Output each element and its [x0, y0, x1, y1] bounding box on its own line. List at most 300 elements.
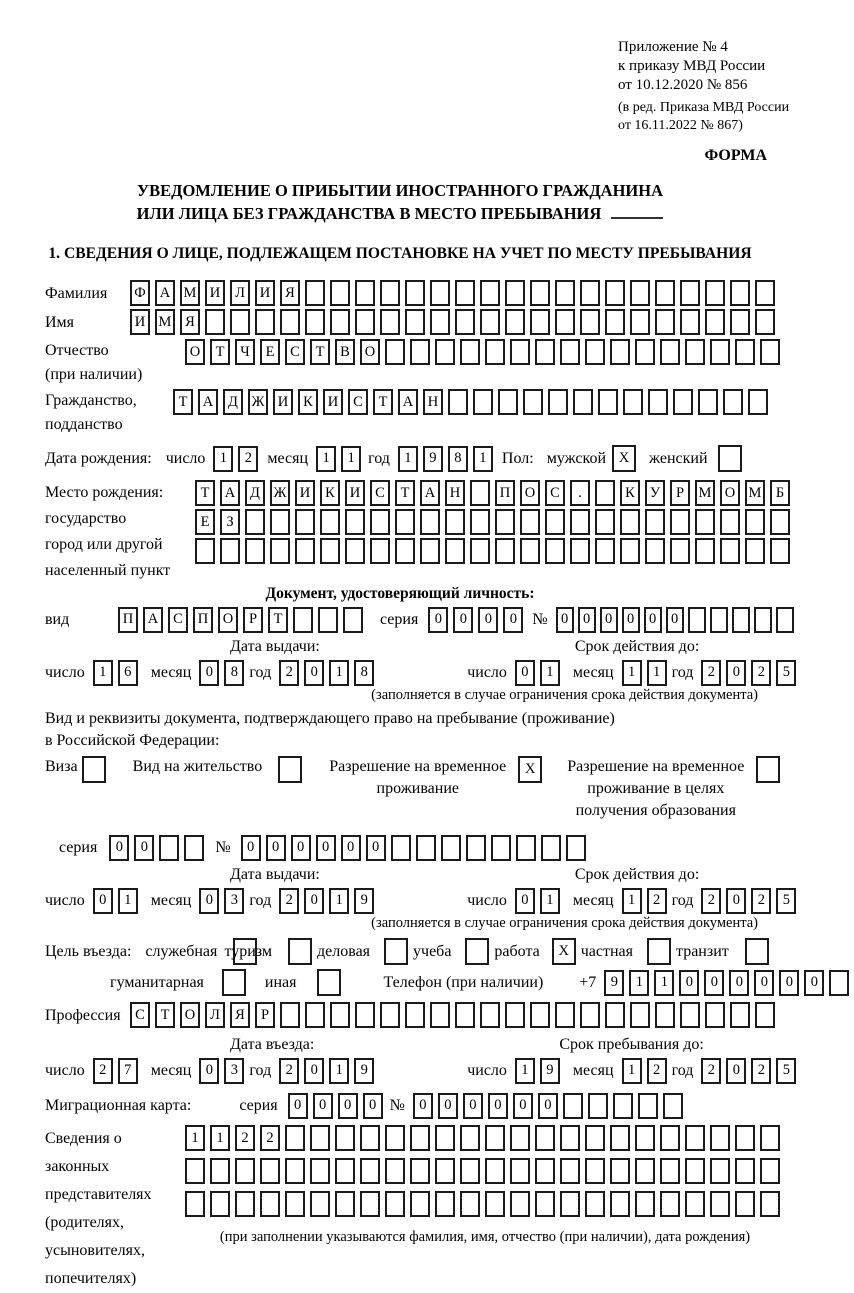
residence-number-cell[interactable] [491, 835, 511, 861]
birth-place-cell[interactable] [395, 538, 415, 564]
purpose-study-checkbox[interactable] [465, 938, 489, 965]
citizenship-cell[interactable]: Т [373, 389, 393, 415]
surname-cell[interactable] [405, 280, 425, 306]
migration-number-cell[interactable]: 0 [463, 1093, 483, 1119]
entry-day-cell[interactable]: 7 [118, 1058, 138, 1084]
birth-place-cell[interactable]: И [345, 480, 365, 506]
representative-cell[interactable] [185, 1191, 205, 1217]
residence-number-cell[interactable] [441, 835, 461, 861]
patronymic-cell[interactable] [635, 339, 655, 365]
residence-expiry-month-cell[interactable]: 1 [622, 888, 642, 914]
representative-cell[interactable] [735, 1125, 755, 1151]
residence-number-cell[interactable]: 0 [316, 835, 336, 861]
migration-series-cell[interactable]: 0 [313, 1093, 333, 1119]
surname-cell[interactable] [305, 280, 325, 306]
citizenship-cell[interactable]: А [398, 389, 418, 415]
representative-cell[interactable] [560, 1191, 580, 1217]
doc-number-cell[interactable] [710, 607, 728, 633]
doc-number-cell[interactable] [732, 607, 750, 633]
birth-place-cell[interactable]: О [520, 480, 540, 506]
surname-cell[interactable] [605, 280, 625, 306]
name-cell[interactable]: Я [180, 309, 200, 335]
surname-cell[interactable] [555, 280, 575, 306]
birth-place-cell[interactable] [595, 509, 615, 535]
representative-cell[interactable] [635, 1191, 655, 1217]
phone-digit-cell[interactable]: 0 [679, 970, 699, 996]
surname-cell[interactable] [505, 280, 525, 306]
phone-digit-cell[interactable]: 0 [779, 970, 799, 996]
residence-issue-year-cell[interactable]: 1 [329, 888, 349, 914]
citizenship-cell[interactable]: Н [423, 389, 443, 415]
patronymic-cell[interactable] [660, 339, 680, 365]
residence-number-cell[interactable] [566, 835, 586, 861]
residence-expiry-year-cell[interactable]: 2 [701, 888, 721, 914]
patronymic-cell[interactable] [535, 339, 555, 365]
representative-cell[interactable] [360, 1158, 380, 1184]
representative-cell[interactable] [735, 1158, 755, 1184]
representative-cell[interactable] [735, 1191, 755, 1217]
representative-cell[interactable] [610, 1158, 630, 1184]
representative-cell[interactable] [710, 1191, 730, 1217]
birth-place-cell[interactable] [770, 509, 790, 535]
representative-cell[interactable] [485, 1125, 505, 1151]
surname-cell[interactable] [380, 280, 400, 306]
representative-cell[interactable]: 2 [260, 1125, 280, 1151]
name-cell[interactable] [680, 309, 700, 335]
birth-place-cell[interactable] [420, 509, 440, 535]
doc-type-cell[interactable]: А [143, 607, 163, 633]
phone-digit-cell[interactable]: 0 [754, 970, 774, 996]
migration-number-cell[interactable]: 0 [513, 1093, 533, 1119]
profession-cell[interactable] [405, 1002, 425, 1028]
profession-cell[interactable] [330, 1002, 350, 1028]
purpose-tourism-checkbox[interactable] [288, 938, 312, 965]
birth-place-cell[interactable] [195, 538, 215, 564]
representative-cell[interactable] [210, 1191, 230, 1217]
residence-issue-year-cell[interactable]: 9 [354, 888, 374, 914]
representative-cell[interactable] [535, 1125, 555, 1151]
birth-place-cell[interactable]: У [645, 480, 665, 506]
identity-expiry-day-cell[interactable]: 0 [515, 660, 535, 686]
representative-cell[interactable] [585, 1191, 605, 1217]
birth-day-cell[interactable]: 2 [238, 446, 258, 472]
representative-cell[interactable] [685, 1125, 705, 1151]
surname-cell[interactable]: Л [230, 280, 250, 306]
birth-place-cell[interactable]: Р [670, 480, 690, 506]
birth-place-cell[interactable] [345, 509, 365, 535]
profession-cell[interactable]: О [180, 1002, 200, 1028]
citizenship-cell[interactable] [573, 389, 593, 415]
birth-place-cell[interactable] [370, 509, 390, 535]
citizenship-cell[interactable]: А [198, 389, 218, 415]
birth-place-cell[interactable]: О [720, 480, 740, 506]
doc-number-cell[interactable] [776, 607, 794, 633]
citizenship-cell[interactable] [448, 389, 468, 415]
birth-place-cell[interactable]: Ж [270, 480, 290, 506]
citizenship-cell[interactable]: Д [223, 389, 243, 415]
representative-cell[interactable]: 2 [235, 1125, 255, 1151]
doc-type-cell[interactable]: П [193, 607, 213, 633]
citizenship-cell[interactable] [648, 389, 668, 415]
surname-cell[interactable] [355, 280, 375, 306]
profession-cell[interactable]: Т [155, 1002, 175, 1028]
identity-expiry-year-cell[interactable]: 2 [701, 660, 721, 686]
birth-place-cell[interactable]: Д [245, 480, 265, 506]
stay-day-cell[interactable]: 1 [515, 1058, 535, 1084]
birth-place-cell[interactable] [495, 538, 515, 564]
surname-cell[interactable] [655, 280, 675, 306]
representative-cell[interactable] [185, 1158, 205, 1184]
patronymic-cell[interactable] [685, 339, 705, 365]
identity-issue-year-cell[interactable]: 8 [354, 660, 374, 686]
representative-cell[interactable] [360, 1191, 380, 1217]
residence-permit-checkbox[interactable] [278, 756, 302, 783]
doc-number-cell[interactable] [688, 607, 706, 633]
identity-issue-year-cell[interactable]: 0 [304, 660, 324, 686]
citizenship-cell[interactable]: С [348, 389, 368, 415]
identity-issue-month-cell[interactable]: 8 [224, 660, 244, 686]
citizenship-cell[interactable] [548, 389, 568, 415]
residence-number-cell[interactable]: 0 [341, 835, 361, 861]
residence-number-cell[interactable] [541, 835, 561, 861]
doc-type-cell[interactable]: О [218, 607, 238, 633]
representative-cell[interactable] [410, 1158, 430, 1184]
representative-cell[interactable] [485, 1191, 505, 1217]
representative-cell[interactable] [310, 1158, 330, 1184]
representative-cell[interactable] [760, 1191, 780, 1217]
stay-day-cell[interactable]: 9 [540, 1058, 560, 1084]
patronymic-cell[interactable] [735, 339, 755, 365]
name-cell[interactable] [580, 309, 600, 335]
name-cell[interactable] [305, 309, 325, 335]
phone-digit-cell[interactable]: 0 [704, 970, 724, 996]
representative-cell[interactable] [610, 1191, 630, 1217]
identity-issue-year-cell[interactable]: 2 [279, 660, 299, 686]
entry-year-cell[interactable]: 1 [329, 1058, 349, 1084]
representative-cell[interactable] [535, 1191, 555, 1217]
doc-number-cell[interactable]: 0 [644, 607, 662, 633]
birth-place-cell[interactable] [770, 538, 790, 564]
surname-cell[interactable] [330, 280, 350, 306]
representative-cell[interactable] [210, 1158, 230, 1184]
identity-expiry-month-cell[interactable]: 1 [622, 660, 642, 686]
name-cell[interactable] [430, 309, 450, 335]
surname-cell[interactable]: А [155, 280, 175, 306]
stay-year-cell[interactable]: 0 [726, 1058, 746, 1084]
name-cell[interactable] [480, 309, 500, 335]
birth-place-cell[interactable] [695, 509, 715, 535]
male-checkbox[interactable]: X [612, 445, 636, 472]
birth-place-cell[interactable] [645, 538, 665, 564]
representative-cell[interactable] [360, 1125, 380, 1151]
birth-place-cell[interactable] [345, 538, 365, 564]
doc-type-cell[interactable]: П [118, 607, 138, 633]
residence-expiry-year-cell[interactable]: 5 [776, 888, 796, 914]
name-cell[interactable] [755, 309, 775, 335]
doc-type-cell[interactable]: С [168, 607, 188, 633]
profession-cell[interactable] [555, 1002, 575, 1028]
representative-cell[interactable] [235, 1158, 255, 1184]
citizenship-cell[interactable] [748, 389, 768, 415]
female-checkbox[interactable] [718, 445, 742, 472]
birth-place-cell[interactable] [370, 538, 390, 564]
surname-cell[interactable]: Я [280, 280, 300, 306]
profession-cell[interactable] [480, 1002, 500, 1028]
birth-place-cell[interactable] [745, 509, 765, 535]
doc-series-cell[interactable]: 0 [453, 607, 473, 633]
representative-cell[interactable] [460, 1191, 480, 1217]
purpose-work-checkbox[interactable]: X [552, 938, 576, 965]
birth-place-cell[interactable] [445, 509, 465, 535]
residence-number-cell[interactable] [391, 835, 411, 861]
surname-cell[interactable]: И [205, 280, 225, 306]
citizenship-cell[interactable]: Т [173, 389, 193, 415]
phone-digit-cell[interactable]: 0 [729, 970, 749, 996]
representative-cell[interactable] [685, 1158, 705, 1184]
patronymic-cell[interactable] [410, 339, 430, 365]
name-cell[interactable] [380, 309, 400, 335]
residence-expiry-month-cell[interactable]: 2 [647, 888, 667, 914]
migration-number-cell[interactable] [613, 1093, 633, 1119]
residence-issue-day-cell[interactable]: 0 [93, 888, 113, 914]
patronymic-cell[interactable] [585, 339, 605, 365]
phone-digit-cell[interactable]: 1 [629, 970, 649, 996]
birth-place-cell[interactable] [270, 538, 290, 564]
residence-expiry-year-cell[interactable]: 2 [751, 888, 771, 914]
representative-cell[interactable]: 1 [210, 1125, 230, 1151]
residence-issue-year-cell[interactable]: 0 [304, 888, 324, 914]
surname-cell[interactable] [755, 280, 775, 306]
migration-number-cell[interactable]: 0 [538, 1093, 558, 1119]
birth-year-cell[interactable]: 9 [423, 446, 443, 472]
birth-place-cell[interactable]: Т [195, 480, 215, 506]
representative-cell[interactable] [460, 1158, 480, 1184]
residence-issue-day-cell[interactable]: 1 [118, 888, 138, 914]
profession-cell[interactable]: Л [205, 1002, 225, 1028]
representative-cell[interactable] [410, 1191, 430, 1217]
purpose-humanitarian-checkbox[interactable] [222, 969, 246, 996]
surname-cell[interactable] [705, 280, 725, 306]
citizenship-cell[interactable] [698, 389, 718, 415]
birth-place-cell[interactable] [395, 509, 415, 535]
representative-cell[interactable] [760, 1158, 780, 1184]
identity-expiry-year-cell[interactable]: 0 [726, 660, 746, 686]
doc-series-cell[interactable]: 0 [478, 607, 498, 633]
profession-cell[interactable] [530, 1002, 550, 1028]
identity-expiry-day-cell[interactable]: 1 [540, 660, 560, 686]
birth-place-cell[interactable] [720, 509, 740, 535]
entry-month-cell[interactable]: 3 [224, 1058, 244, 1084]
residence-issue-year-cell[interactable]: 2 [279, 888, 299, 914]
name-cell[interactable] [530, 309, 550, 335]
patronymic-cell[interactable]: Е [260, 339, 280, 365]
name-cell[interactable] [280, 309, 300, 335]
profession-cell[interactable] [730, 1002, 750, 1028]
residence-series-cell[interactable]: 0 [109, 835, 129, 861]
representative-cell[interactable] [610, 1125, 630, 1151]
birth-place-cell[interactable]: С [545, 480, 565, 506]
phone-digit-cell[interactable]: 9 [604, 970, 624, 996]
birth-place-cell[interactable] [270, 509, 290, 535]
residence-issue-month-cell[interactable]: 3 [224, 888, 244, 914]
surname-cell[interactable] [630, 280, 650, 306]
patronymic-cell[interactable]: О [360, 339, 380, 365]
birth-place-cell[interactable] [220, 538, 240, 564]
surname-cell[interactable] [680, 280, 700, 306]
birth-place-cell[interactable] [420, 538, 440, 564]
patronymic-cell[interactable]: О [185, 339, 205, 365]
representative-cell[interactable] [235, 1191, 255, 1217]
identity-issue-year-cell[interactable]: 1 [329, 660, 349, 686]
birth-place-cell[interactable]: К [320, 480, 340, 506]
name-cell[interactable] [230, 309, 250, 335]
birth-place-cell[interactable] [670, 538, 690, 564]
representative-cell[interactable] [435, 1191, 455, 1217]
migration-number-cell[interactable]: 0 [488, 1093, 508, 1119]
patronymic-cell[interactable]: Ч [235, 339, 255, 365]
representative-cell[interactable] [460, 1125, 480, 1151]
birth-place-cell[interactable]: М [695, 480, 715, 506]
representative-cell[interactable] [485, 1158, 505, 1184]
name-cell[interactable] [630, 309, 650, 335]
residence-number-cell[interactable]: 0 [291, 835, 311, 861]
residence-number-cell[interactable] [516, 835, 536, 861]
doc-number-cell[interactable]: 0 [578, 607, 596, 633]
birth-place-cell[interactable] [620, 509, 640, 535]
representative-cell[interactable] [660, 1158, 680, 1184]
citizenship-cell[interactable] [498, 389, 518, 415]
surname-cell[interactable]: Ф [130, 280, 150, 306]
surname-cell[interactable] [580, 280, 600, 306]
stay-year-cell[interactable]: 5 [776, 1058, 796, 1084]
patronymic-cell[interactable] [435, 339, 455, 365]
patronymic-cell[interactable] [610, 339, 630, 365]
patronymic-cell[interactable]: Т [310, 339, 330, 365]
doc-number-cell[interactable]: 0 [666, 607, 684, 633]
birth-place-cell[interactable] [695, 538, 715, 564]
surname-cell[interactable] [730, 280, 750, 306]
birth-year-cell[interactable]: 1 [398, 446, 418, 472]
representative-cell[interactable] [760, 1125, 780, 1151]
representative-cell[interactable] [510, 1158, 530, 1184]
birth-place-cell[interactable] [595, 480, 615, 506]
representative-cell[interactable] [260, 1158, 280, 1184]
birth-place-cell[interactable]: М [745, 480, 765, 506]
name-cell[interactable] [205, 309, 225, 335]
identity-issue-day-cell[interactable]: 6 [118, 660, 138, 686]
identity-issue-month-cell[interactable]: 0 [199, 660, 219, 686]
residence-number-cell[interactable]: 0 [266, 835, 286, 861]
doc-number-cell[interactable]: 0 [622, 607, 640, 633]
birth-place-cell[interactable] [545, 509, 565, 535]
profession-cell[interactable] [280, 1002, 300, 1028]
representative-cell[interactable] [385, 1158, 405, 1184]
residence-number-cell[interactable] [416, 835, 436, 861]
surname-cell[interactable]: И [255, 280, 275, 306]
entry-year-cell[interactable]: 0 [304, 1058, 324, 1084]
purpose-private-checkbox[interactable] [647, 938, 671, 965]
representative-cell[interactable] [285, 1191, 305, 1217]
surname-cell[interactable] [480, 280, 500, 306]
profession-cell[interactable] [655, 1002, 675, 1028]
representative-cell[interactable] [260, 1191, 280, 1217]
stay-month-cell[interactable]: 1 [622, 1058, 642, 1084]
patronymic-cell[interactable] [560, 339, 580, 365]
citizenship-cell[interactable]: Ж [248, 389, 268, 415]
profession-cell[interactable]: Я [230, 1002, 250, 1028]
residence-number-cell[interactable]: 0 [241, 835, 261, 861]
temp-residence-checkbox[interactable]: X [518, 756, 542, 783]
temp-residence-edu-checkbox[interactable] [756, 756, 780, 783]
representative-cell[interactable] [585, 1125, 605, 1151]
representative-cell[interactable] [535, 1158, 555, 1184]
birth-place-cell[interactable] [620, 538, 640, 564]
migration-number-cell[interactable]: 0 [413, 1093, 433, 1119]
patronymic-cell[interactable] [385, 339, 405, 365]
name-cell[interactable] [330, 309, 350, 335]
birth-place-cell[interactable]: А [420, 480, 440, 506]
birth-place-cell[interactable] [470, 480, 490, 506]
representative-cell[interactable] [510, 1191, 530, 1217]
birth-place-cell[interactable]: . [570, 480, 590, 506]
citizenship-cell[interactable] [673, 389, 693, 415]
profession-cell[interactable] [455, 1002, 475, 1028]
name-cell[interactable] [355, 309, 375, 335]
birth-place-cell[interactable] [445, 538, 465, 564]
representative-cell[interactable] [435, 1158, 455, 1184]
birth-place-cell[interactable] [470, 538, 490, 564]
name-cell[interactable] [655, 309, 675, 335]
representative-cell[interactable] [685, 1191, 705, 1217]
profession-cell[interactable] [505, 1002, 525, 1028]
entry-year-cell[interactable]: 9 [354, 1058, 374, 1084]
name-cell[interactable] [705, 309, 725, 335]
name-cell[interactable] [405, 309, 425, 335]
profession-cell[interactable]: Р [255, 1002, 275, 1028]
profession-cell[interactable] [355, 1002, 375, 1028]
doc-number-cell[interactable] [754, 607, 772, 633]
surname-cell[interactable] [430, 280, 450, 306]
birth-place-cell[interactable]: Е [195, 509, 215, 535]
birth-place-cell[interactable] [570, 509, 590, 535]
representative-cell[interactable] [635, 1158, 655, 1184]
birth-place-cell[interactable]: Т [395, 480, 415, 506]
representative-cell[interactable] [335, 1191, 355, 1217]
birth-place-cell[interactable] [295, 538, 315, 564]
residence-expiry-day-cell[interactable]: 1 [540, 888, 560, 914]
birth-place-cell[interactable] [645, 509, 665, 535]
identity-expiry-year-cell[interactable]: 2 [751, 660, 771, 686]
representative-cell[interactable] [660, 1191, 680, 1217]
patronymic-cell[interactable] [760, 339, 780, 365]
residence-number-cell[interactable]: 0 [366, 835, 386, 861]
representative-cell[interactable]: 1 [185, 1125, 205, 1151]
citizenship-cell[interactable]: И [273, 389, 293, 415]
migration-number-cell[interactable] [563, 1093, 583, 1119]
birth-place-cell[interactable]: А [220, 480, 240, 506]
representative-cell[interactable] [510, 1125, 530, 1151]
birth-place-cell[interactable] [245, 509, 265, 535]
patronymic-cell[interactable]: Т [210, 339, 230, 365]
birth-place-cell[interactable] [745, 538, 765, 564]
birth-place-cell[interactable] [295, 509, 315, 535]
birth-place-cell[interactable] [520, 509, 540, 535]
birth-place-cell[interactable] [320, 538, 340, 564]
doc-type-cell[interactable] [343, 607, 363, 633]
patronymic-cell[interactable] [460, 339, 480, 365]
residence-number-cell[interactable] [466, 835, 486, 861]
migration-series-cell[interactable]: 0 [338, 1093, 358, 1119]
